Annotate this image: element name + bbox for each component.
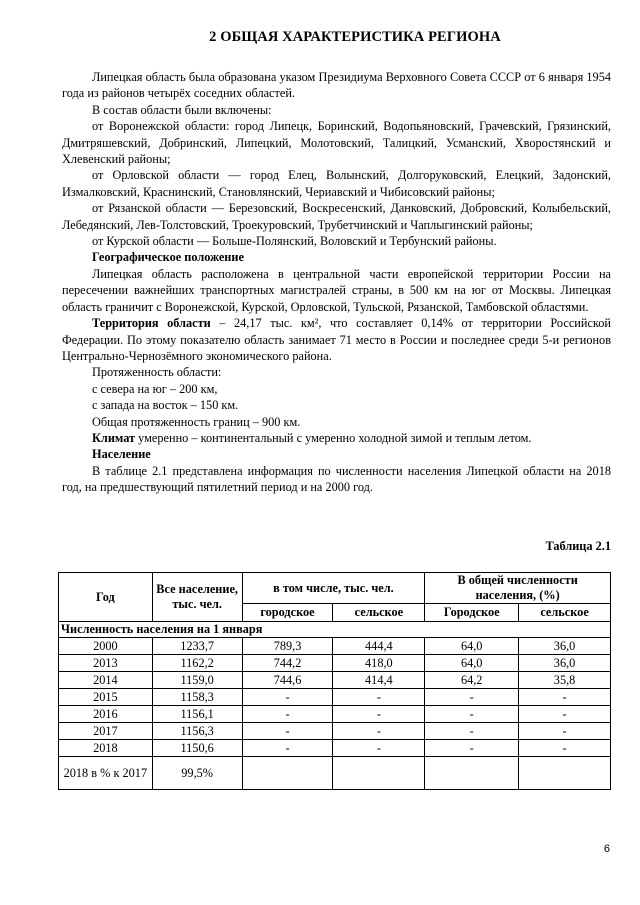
- cell-rural-pct: -: [519, 689, 611, 706]
- paragraph: [62, 315, 611, 364]
- table-section-row: Численность населения на 1 января: [59, 622, 611, 638]
- cell-urban: -: [242, 723, 333, 740]
- last-row-total: 99,5%: [152, 757, 242, 790]
- paragraph: [62, 430, 611, 446]
- cell-rural: -: [333, 689, 425, 706]
- table-caption: Таблица 2.1: [545, 539, 611, 553]
- table-cell: [333, 757, 425, 790]
- cell-total: 1156,3: [152, 723, 242, 740]
- paragraph: с севера на юг – 200 км,: [92, 381, 218, 396]
- cell-rural-pct: -: [519, 706, 611, 723]
- cell-year: 2016: [59, 706, 153, 723]
- cell-year: 2015: [59, 689, 153, 706]
- cell-year: 2000: [59, 638, 153, 655]
- table-row: [59, 723, 611, 740]
- header-rural-pct: сельское: [519, 604, 611, 622]
- table-row: [59, 740, 611, 757]
- cell-rural: -: [333, 740, 425, 757]
- cell-rural-pct: 36,0: [519, 638, 611, 655]
- table-row: [59, 672, 611, 689]
- cell-total: 1158,3: [152, 689, 242, 706]
- paragraph: В состав области были включены:: [92, 102, 272, 117]
- paragraph: от Орловской области — город Елец, Волынский, Долгоруковский, Елецкий, Задонский, Измалковский, Краснинский, Становлянский, Чериавский и Чибисовский районы;: [62, 168, 611, 199]
- cell-rural: -: [333, 723, 425, 740]
- territory-text: – 24,17 тыс. км², что составляет 0,14% от территории Российской Федерации. По этому показателю область занимает 71 место в России и последнее среди 5-и регионов Центрально-Чернозёмного экономического района.: [62, 316, 611, 363]
- cell-urban-pct: -: [425, 740, 519, 757]
- header-share: В общей численности населения, (%): [425, 573, 611, 604]
- cell-total: 1233,7: [152, 638, 242, 655]
- table-cell: [425, 757, 519, 790]
- cell-rural: 444,4: [333, 638, 425, 655]
- subheading-geography: Географическое положение: [92, 250, 244, 265]
- cell-urban-pct: 64,0: [425, 638, 519, 655]
- cell-urban-pct: -: [425, 689, 519, 706]
- paragraph: Липецкая область была образована указом Президиума Верховного Совета СССР от 6 января 1954 года из районов четырёх соседних областей.: [62, 70, 611, 101]
- last-row-label: 2018 в % к 2017: [59, 757, 153, 790]
- section-heading: 2 ОБЩАЯ ХАРАКТЕРИСТИКА РЕГИОНА: [209, 29, 501, 45]
- cell-urban-pct: -: [425, 706, 519, 723]
- table-row: [59, 706, 611, 723]
- header-total: Все население, тыс. чел.: [152, 573, 242, 622]
- cell-urban: -: [242, 740, 333, 757]
- paragraph: Общая протяженность границ – 900 км.: [92, 414, 301, 429]
- header-urban-pct: Городское: [425, 604, 519, 622]
- cell-total: 1156,1: [152, 706, 242, 723]
- climate-label: Климат: [92, 430, 136, 445]
- cell-rural: 418,0: [333, 655, 425, 672]
- subheading-population: Население: [92, 447, 151, 462]
- cell-rural-pct: 36,0: [519, 655, 611, 672]
- table-row: [59, 655, 611, 672]
- table-row: [59, 638, 611, 655]
- paragraph: Протяженность области:: [92, 365, 222, 380]
- header-year: Год: [59, 573, 153, 622]
- cell-total: 1150,6: [152, 740, 242, 757]
- header-including: в том числе, тыс. чел.: [242, 573, 425, 604]
- cell-total: 1159,0: [152, 672, 242, 689]
- body-text: [62, 69, 611, 496]
- climate-text: умеренно – континентальный с умеренно холодной зимой и теплым летом.: [135, 430, 532, 445]
- cell-urban: 744,2: [242, 655, 333, 672]
- cell-rural-pct: -: [519, 740, 611, 757]
- cell-urban-pct: 64,2: [425, 672, 519, 689]
- paragraph: от Курской области — Больше-Полянский, Воловский и Тербунский районы.: [92, 234, 497, 249]
- paragraph: с запада на восток – 150 км.: [92, 398, 239, 413]
- cell-year: 2017: [59, 723, 153, 740]
- cell-year: 2018: [59, 740, 153, 757]
- paragraph: В таблице 2.1 представлена информация по численности населения Липецкой области на 2018 год, на предшествующий пятилетний период и на 2000 год.: [62, 463, 611, 495]
- table-cell: [242, 757, 333, 790]
- cell-rural: -: [333, 706, 425, 723]
- population-table: [58, 572, 611, 790]
- cell-urban: 789,3: [242, 638, 333, 655]
- cell-urban: -: [242, 706, 333, 723]
- table-row: [59, 689, 611, 706]
- cell-urban: -: [242, 689, 333, 706]
- paragraph: Липецкая область расположена в центральной части европейской территории России на пересечении важнейших транспортных магистралей страны, в 500 км на юг от Москвы. Липецкая область граничит с Воронежской, Курской, Орловской, Тульской, Рязанской, Тамбовской областями.: [62, 266, 611, 314]
- cell-rural: 414,4: [333, 672, 425, 689]
- cell-year: 2013: [59, 655, 153, 672]
- header-rural: сельское: [333, 604, 425, 622]
- cell-urban-pct: -: [425, 723, 519, 740]
- paragraph: от Воронежской области: город Липецк, Боринский, Водопьяновский, Грачевский, Грязинский, Дмитряшевский, Добринский, Липецкий, Молотовский, Талицкий, Усманский, Хворостянский и Хлевенский районы;: [62, 119, 611, 167]
- page-number: 6: [603, 843, 610, 855]
- cell-rural-pct: 35,8: [519, 672, 611, 689]
- territory-label: Территория области: [92, 316, 211, 331]
- cell-urban: 744,6: [242, 672, 333, 689]
- header-urban: городское: [242, 604, 333, 622]
- cell-urban-pct: 64,0: [425, 655, 519, 672]
- table-cell: [519, 757, 611, 790]
- cell-total: 1162,2: [152, 655, 242, 672]
- cell-rural-pct: -: [519, 723, 611, 740]
- paragraph: от Рязанской области — Березовский, Воскресенский, Данковский, Добровский, Колыбельский, Лебедянский, Лев-Толстовский, Троекуровский, Трубетчинский и Чаплыгинский районы;: [62, 201, 611, 232]
- cell-year: 2014: [59, 672, 153, 689]
